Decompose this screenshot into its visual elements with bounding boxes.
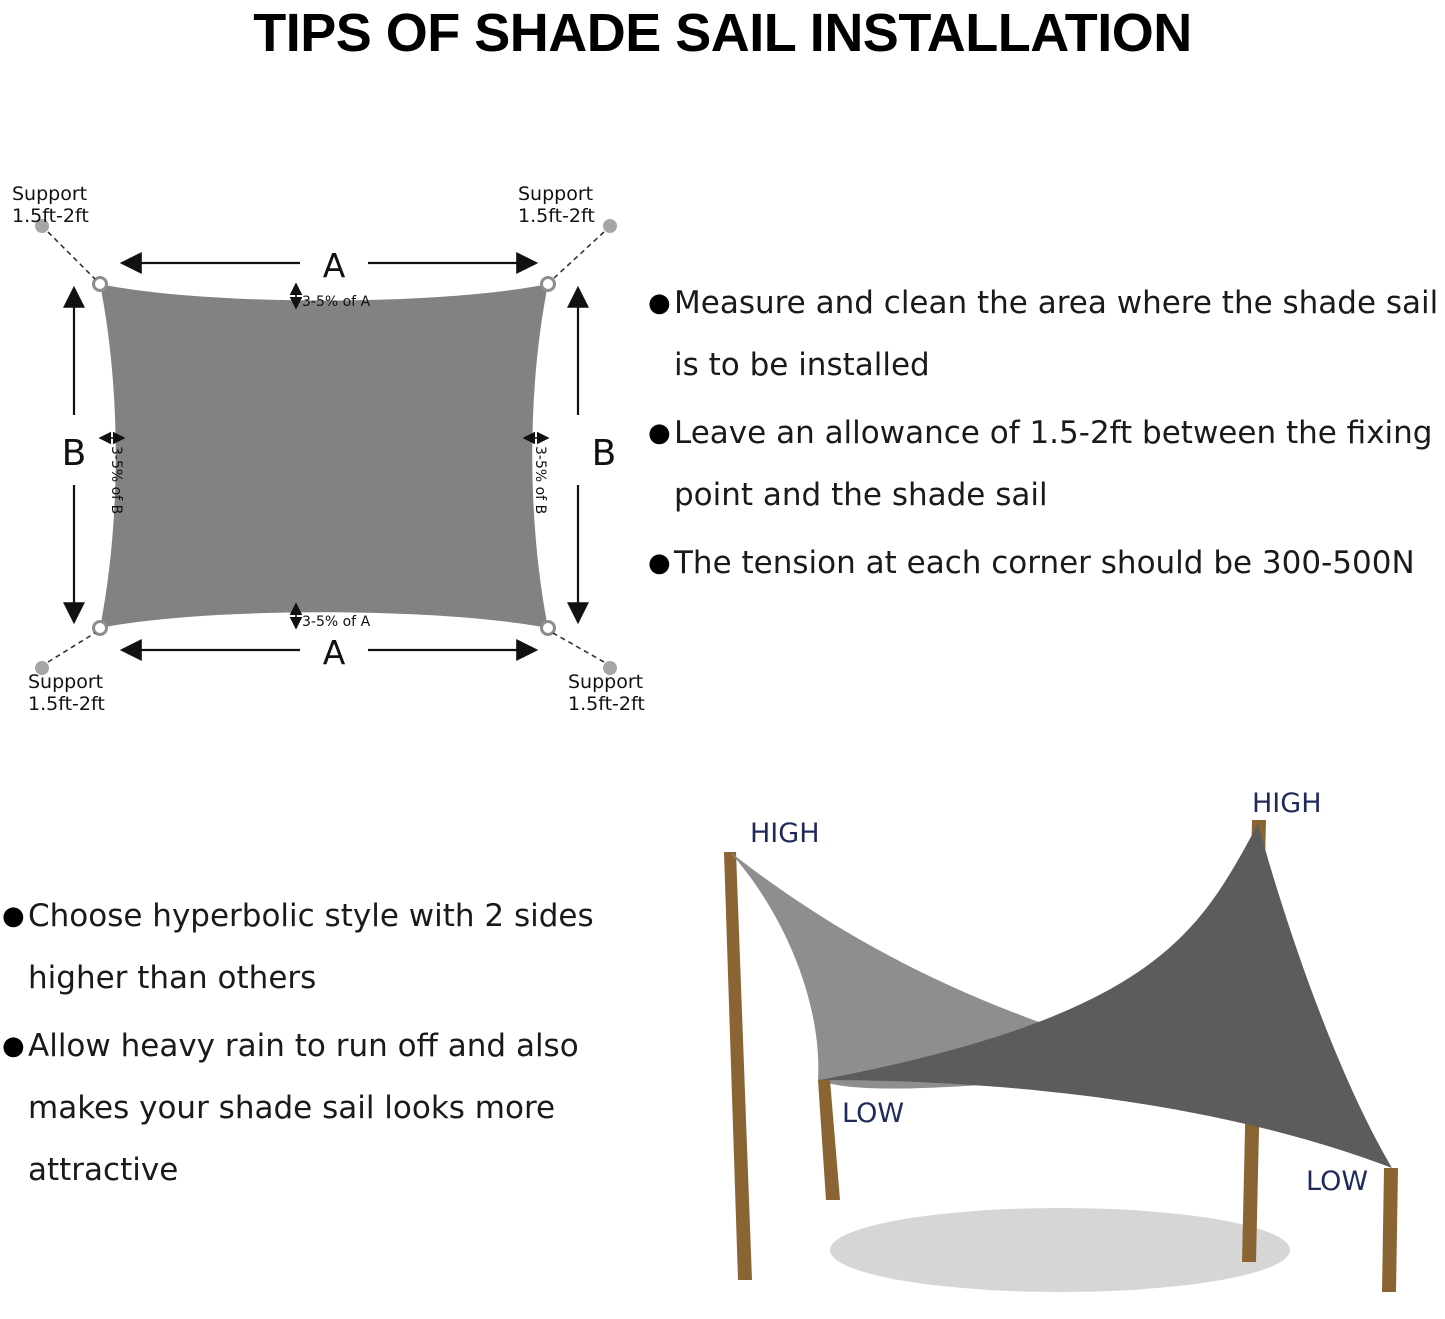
bullet-icon: ●: [2, 901, 25, 931]
list-item: [648, 532, 1445, 594]
label-left-b: B: [61, 433, 87, 474]
support-label-bl-line1: Support: [28, 671, 104, 693]
corner-ring: [542, 622, 555, 635]
list-item: [2, 885, 622, 1009]
tip-text: The tension at each corner should be 300-500N: [674, 545, 1415, 581]
support-label-tl-line2: 1.5ft-2ft: [12, 205, 89, 227]
label-sag-left: 3-5% of B: [108, 446, 124, 515]
label-sag-right: 3-5% of B: [532, 446, 548, 515]
label-high-left: HIGH: [750, 818, 820, 849]
post-high-left: [724, 852, 752, 1280]
support-line: [48, 232, 95, 279]
bullet-icon: ●: [648, 418, 671, 448]
support-line: [553, 633, 604, 662]
support-label-br-line2: 1.5ft-2ft: [568, 693, 645, 715]
label-sag-top: 3-5% of A: [302, 294, 371, 310]
ground-shadow: [830, 1208, 1290, 1292]
label-bottom-a: A: [322, 633, 346, 672]
style-note-text: Allow heavy rain to run off and also makes your shade sail looks more attractive: [28, 1028, 579, 1188]
sail-shape: [100, 284, 548, 628]
style-note-text: Choose hyperbolic style with 2 sides higher than others: [28, 898, 594, 996]
list-item: [648, 272, 1445, 396]
support-label-br-line1: Support: [568, 671, 644, 693]
rectangle-sail-diagram: [0, 160, 660, 740]
post-low-right: [1382, 1168, 1398, 1292]
support-line: [553, 232, 604, 279]
support-label-bl-line2: 1.5ft-2ft: [28, 693, 105, 715]
corner-ring: [94, 278, 107, 291]
support-label-tr-line1: Support: [518, 183, 594, 205]
list-item: [2, 1015, 622, 1201]
label-low-right: LOW: [1306, 1166, 1369, 1197]
list-item: [648, 402, 1445, 526]
corner-ring: [542, 278, 555, 291]
bullet-icon: ●: [648, 288, 671, 318]
support-label-tr-line2: 1.5ft-2ft: [518, 205, 595, 227]
bullet-icon: ●: [648, 548, 671, 578]
support-label-tl-line1: Support: [12, 183, 88, 205]
support-dot: [603, 219, 617, 233]
bullet-icon: ●: [2, 1031, 25, 1061]
label-sag-bottom: 3-5% of A: [302, 614, 371, 630]
corner-ring: [94, 622, 107, 635]
installation-tips-list: [648, 272, 1445, 600]
tip-text: Leave an allowance of 1.5-2ft between the fixing point and the shade sail: [674, 415, 1433, 513]
label-top-a: A: [322, 246, 346, 285]
style-notes-list: [2, 885, 622, 1207]
page-title: TIPS OF SHADE SAIL INSTALLATION: [253, 3, 1192, 63]
post-low-left: [818, 1080, 840, 1200]
tip-text: Measure and clean the area where the shade sail is to be installed: [674, 285, 1439, 383]
label-high-right: HIGH: [1252, 788, 1322, 819]
label-low-left: LOW: [842, 1098, 905, 1129]
support-line: [48, 633, 95, 662]
hyperbolic-sail-illustration: [640, 780, 1445, 1319]
label-right-b: B: [591, 433, 617, 474]
